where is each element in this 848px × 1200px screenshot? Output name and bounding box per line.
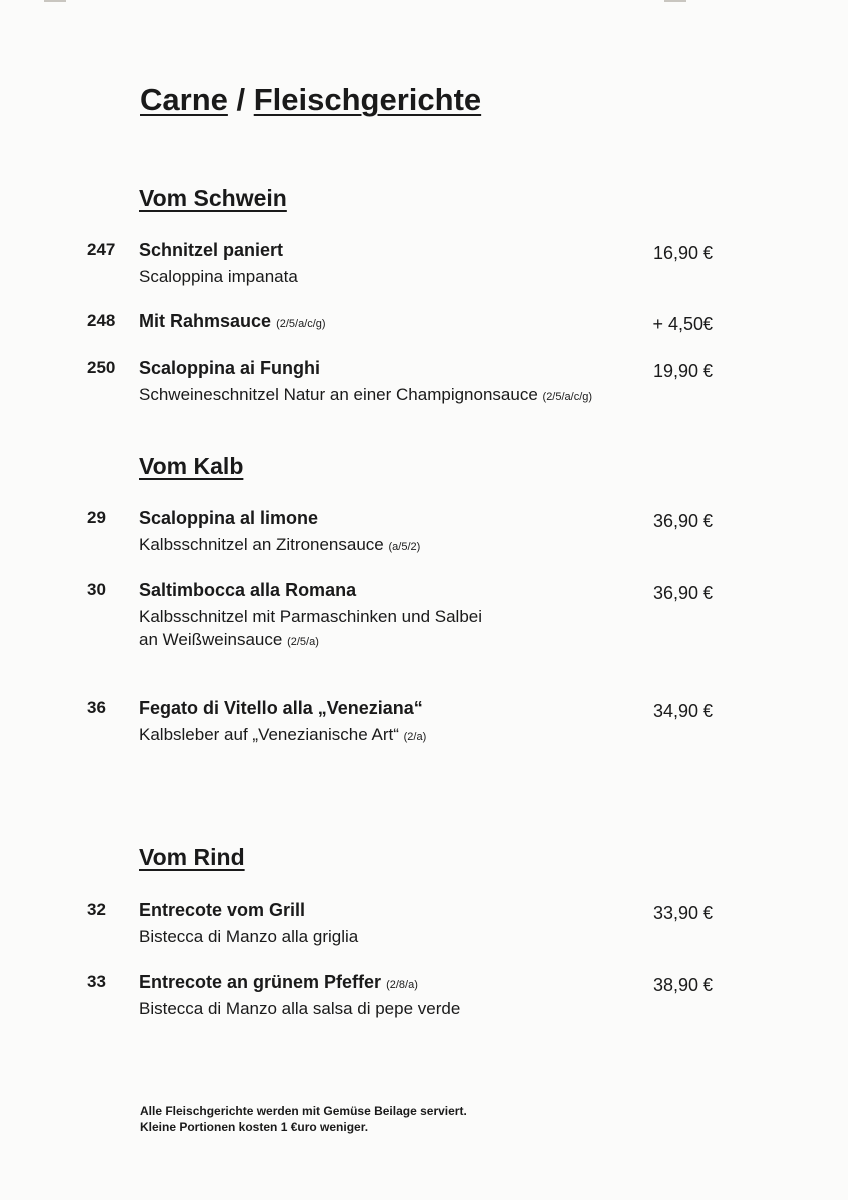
- item-description-line: Kalbsschnitzel mit Parmaschinken und Salbei: [139, 607, 483, 626]
- item-description-line: Scaloppina impanata: [139, 267, 298, 286]
- item-description-line: Kalbsleber auf „Venezianische Art“: [139, 725, 399, 744]
- footer-line: Alle Fleischgerichte werden mit Gemüse Beilage serviert.: [140, 1104, 467, 1118]
- allergen-codes: (2/5/a): [287, 636, 319, 648]
- page-title: [140, 82, 481, 118]
- page-title-separator: /: [227, 82, 254, 117]
- top-edge-mark-left: [44, 0, 66, 2]
- footer-note: [140, 1103, 467, 1135]
- item-description: [139, 997, 460, 1020]
- item-name-text: Mit Rahmsauce: [139, 311, 272, 331]
- item-price: 16,90 €: [652, 243, 713, 263]
- item-price: 36,90 €: [652, 511, 713, 531]
- footer-line: Kleine Portionen kosten 1 €uro weniger.: [140, 1120, 369, 1134]
- allergen-codes: (a/5/2): [388, 541, 421, 553]
- allergen-codes: (2/a): [403, 731, 427, 743]
- item-price: 34,90 €: [652, 701, 713, 721]
- item-number: 32: [87, 900, 106, 919]
- item-description: [139, 265, 298, 288]
- item-name: [139, 972, 418, 993]
- item-name-text: Entrecote an grünem Pfeffer: [139, 972, 382, 992]
- item-number: 250: [87, 358, 116, 377]
- item-description: [139, 383, 592, 409]
- item-number: 248: [87, 311, 116, 330]
- item-name: Scaloppina al limone: [139, 508, 319, 528]
- item-description-line: Bistecca di Manzo alla griglia: [139, 927, 359, 946]
- item-price: + 4,50€: [652, 314, 713, 334]
- item-description: [139, 925, 358, 948]
- item-description: [139, 605, 482, 654]
- item-number: 33: [87, 972, 106, 991]
- allergen-codes: (2/8/a): [386, 979, 418, 991]
- page-title-left: Carne: [140, 82, 228, 117]
- item-description-line-text: an Weißweinsauce: [139, 630, 283, 649]
- item-name: Scaloppina ai Funghi: [139, 358, 321, 378]
- item-price: 33,90 €: [652, 903, 713, 923]
- item-description-line: Kalbsschnitzel an Zitronensauce: [139, 535, 384, 554]
- item-description: [139, 723, 426, 749]
- item-description-line: Schweineschnitzel Natur an einer Champignonsauce: [139, 385, 538, 404]
- section-title-rind: Vom Rind: [139, 844, 245, 870]
- item-name: Saltimbocca alla Romana: [139, 580, 357, 600]
- item-number: 36: [87, 698, 106, 717]
- item-price: 19,90 €: [652, 361, 713, 381]
- allergen-codes: (2/5/a/c/g): [276, 318, 326, 330]
- item-description-line: Bistecca di Manzo alla salsa di pepe verde: [139, 999, 461, 1018]
- section-title-schwein: Vom Schwein: [139, 185, 287, 211]
- item-name: Entrecote vom Grill: [139, 900, 306, 920]
- item-description: [139, 533, 420, 559]
- item-name: Schnitzel paniert: [139, 240, 284, 260]
- item-number: 29: [87, 508, 106, 527]
- item-price: 38,90 €: [652, 975, 713, 995]
- item-price: 36,90 €: [652, 583, 713, 603]
- item-description-line: [139, 628, 482, 654]
- item-name: [139, 311, 326, 332]
- item-number: 247: [87, 240, 116, 259]
- page-title-right: Fleischgerichte: [253, 82, 482, 117]
- item-name: Fegato di Vitello alla „Veneziana“: [139, 698, 423, 718]
- top-edge-mark-right: [664, 0, 686, 2]
- section-title-kalb: Vom Kalb: [139, 453, 244, 479]
- item-number: 30: [87, 580, 106, 599]
- allergen-codes: (2/5/a/c/g): [542, 391, 593, 403]
